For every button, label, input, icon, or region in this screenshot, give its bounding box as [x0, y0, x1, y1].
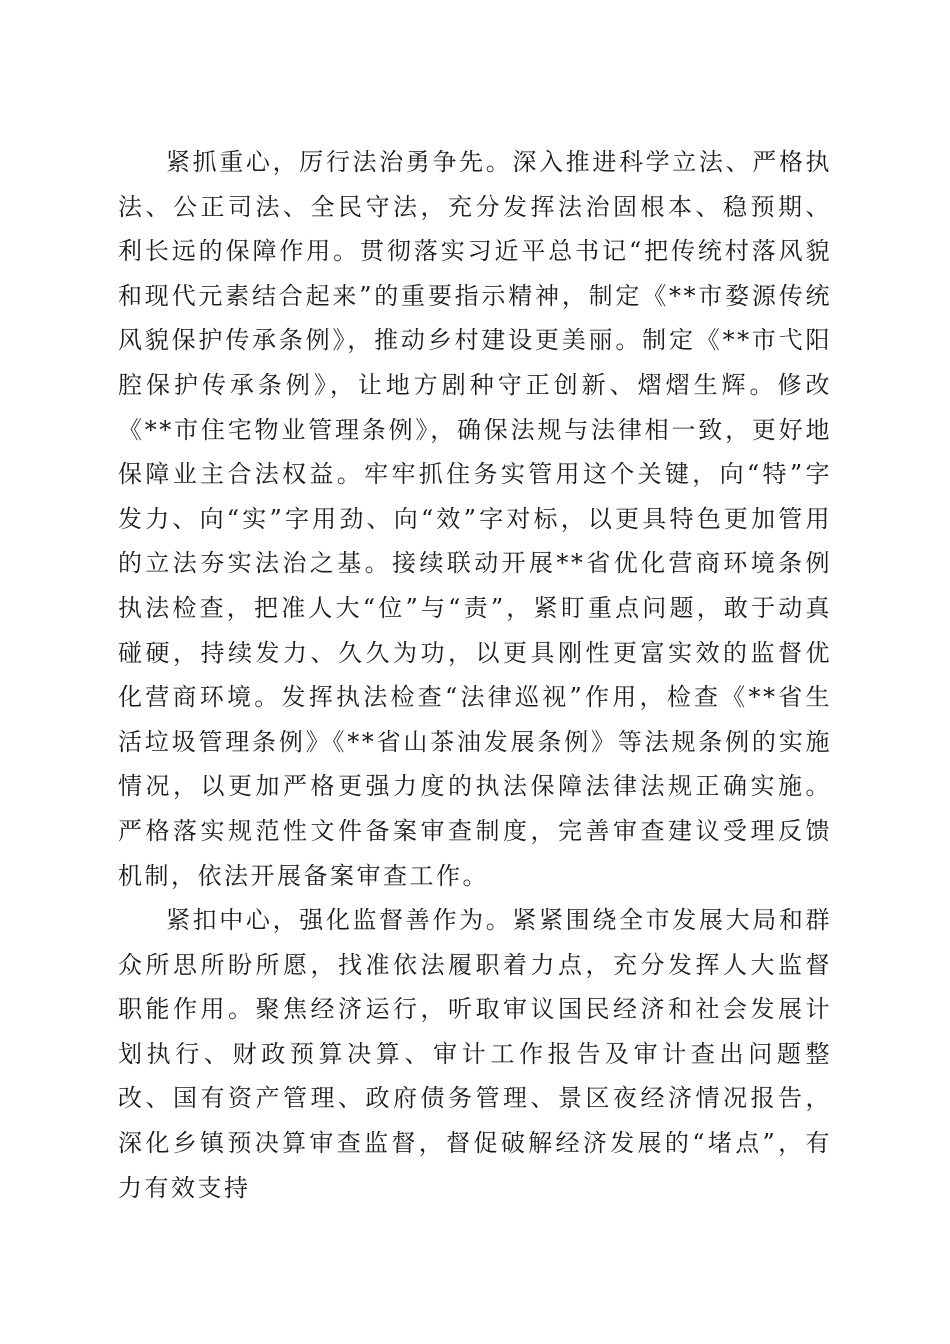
paragraph-supervision: 紧扣中心，强化监督善作为。紧紧围绕全市发展大局和群众所思所盼所愿，找准依法履职着力点，充分发挥人大监督职能作用。聚焦经济运行，听取审议国民经济和社会发展计划执行、财政预算决算、审计工作报告及审计查出问题整改、国有资产管理、政府债务管理、景区夜经济情况报告，深化乡镇预决算审查监督，督促破解经济发展的“堵点”，有力有效支持: [118, 906, 832, 1202]
paragraph-rule-of-law: 紧抓重心，厉行法治勇争先。深入推进科学立法、严格执法、公正司法、全民守法，充分发挥法治固根本、稳预期、利长远的保障作用。贯彻落实习近平总书记“把传统村落风貌和现代元素结合起来”的重要指示精神，制定《**市婺源传统风貌保护传承条例》，推动乡村建设更美丽。制定《**市弋阳腔保护传承条例》，让地方剧种守正创新、熠熠生辉。修改《**市住宅物业管理条例》，确保法规与法律相一致，更好地保障业主合法权益。牢牢抓住务实管用这个关键，向“特”字发力、向“实”字用劲、向“效”字对标，以更具特色更加管用的立法夯实法治之基。接续联动开展**省优化营商环境条例执法检查，把准人大“位”与“责”，紧盯重点问题，敢于动真碰硬，持续发力、久久为功，以更具刚性更富实效的监督优化营商环境。发挥执法检查“法律巡视”作用，检查《**省生活垃圾管理条例》《**省山茶油发展条例》等法规条例的实施情况，以更加严格更强力度的执法保障法律法规正确实施。严格落实规范性文件备案审查制度，完善审查建议受理反馈机制，依法开展备案审查工作。: [118, 148, 832, 890]
document-body: [118, 140, 832, 1210]
